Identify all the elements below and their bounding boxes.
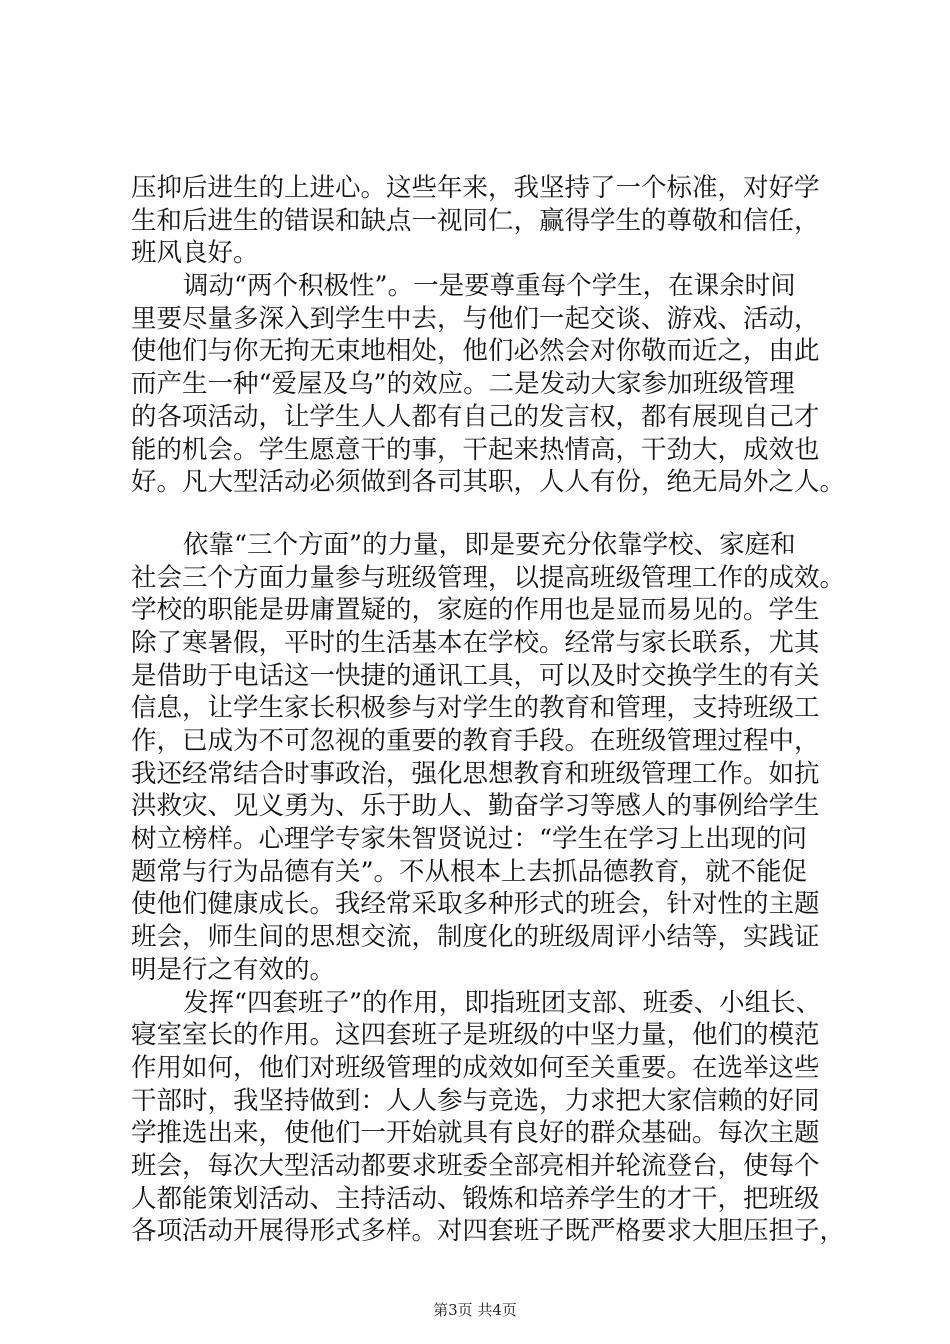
paragraph-1-line-1: 压抑后进生的上进心。这些年来，我坚持了一个标准，对好学 [131,173,820,203]
paragraph-3-line-1: 依靠“三个方面”的力量，即是要充分依靠学校、家庭和 [183,529,796,560]
paragraph-3-line-3: 学校的职能是毋庸置疑的，家庭的作用也是显而易见的。学生 [131,595,820,626]
paragraph-3-line-13: 班会，师生间的思想交流，制度化的班级周评小结等，实践证 [131,922,820,953]
paragraph-4-line-8: 各项活动开展得形式多样。对四套班子既严格要求大胆压担子， [131,1216,846,1247]
paragraph-2-line-1: 调动“两个积极性”。一是要尊重每个学生，在课余时间 [183,271,796,302]
paragraph-3-line-11: 题常与行为品德有关”。不从根本上去抓品德教育，就不能促 [131,856,808,887]
paragraph-3-line-7: 作，已成为不可忽视的重要的教育手段。在班级管理过程中， [131,726,820,756]
paragraph-3-line-14: 明是行之有效的。 [131,954,336,985]
paragraph-2-line-6: 能的机会。学生愿意干的事，干起来热情高，干劲大，成效也 [131,434,820,465]
paragraph-2-line-4: 而产生一种“爱屋及乌”的效应。二是发动大家参加班级管理 [131,369,795,400]
paragraph-4-line-3: 作用如何，他们对班级管理的成效如何至关重要。在选举这些 [131,1052,820,1083]
paragraph-1-line-3: 班风良好。 [131,238,259,269]
paragraph-3-line-2: 社会三个方面力量参与班级管理，以提高班级管理工作的成效。 [131,562,846,593]
paragraph-4-line-6: 班会，每次大型活动都要求班委全部亮相并轮流登台，使每个 [131,1150,820,1181]
paragraph-4-line-7: 人都能策划活动、主持活动、锻炼和培养学生的才干，把班级 [131,1183,820,1214]
page-footer [0,1300,950,1320]
paragraph-3-line-8: 我还经常结合时事政治，强化思想教育和班级管理工作。如抗 [131,758,820,789]
paragraph-3-line-12: 使他们健康成长。我经常采取多种形式的班会，针对性的主题 [131,889,820,920]
paragraph-4-line-1: 发挥“四套班子”的作用，即指班团支部、班委、小组长、 [183,987,822,1018]
paragraph-3-line-6: 信息，让学生家长积极参与对学生的教育和管理，支持班级工 [131,693,820,724]
paragraph-3-line-5: 是借助于电话这一快捷的通讯工具，可以及时交换学生的有关 [131,660,820,691]
paragraph-4-line-5: 学推选出来，使他们一开始就具有良好的群众基础。每次主题 [131,1118,820,1149]
paragraph-spacer [131,499,831,529]
paragraph-3-line-9: 洪救灾、见义勇为、乐于助人、勤奋学习等感人的事例给学生 [131,791,820,822]
page-number-label: 第3页 共4页 [433,1301,517,1319]
paragraph-3-line-4: 除了寒暑假，平时的生活基本在学校。经常与家长联系，尤其 [131,627,820,658]
paragraph-2-line-2: 里要尽量多深入到学生中去，与他们一起交谈、游戏、活动， [131,303,820,334]
paragraph-2-line-5: 的各项活动，让学生人人都有自己的发言权，都有展现自己才 [131,401,820,432]
paragraph-1-line-2: 生和后进生的错误和缺点一视同仁，赢得学生的尊敬和信任， [131,205,820,236]
paragraph-2-line-3: 使他们与你无拘无束地相处，他们必然会对你敬而近之，由此 [131,336,820,367]
paragraph-3-line-10: 树立榜样。心理学专家朱智贤说过：“学生在学习上出现的问 [131,824,808,855]
paragraph-2-line-7: 好。凡大型活动必须做到各司其职，人人有份，绝无局外之人。 [131,467,846,498]
paragraph-4-line-2: 寝室室长的作用。这四套班子是班级的中坚力量，他们的模范 [131,1020,820,1051]
body-text [131,172,846,1248]
paragraph-4-line-4: 干部时，我坚持做到：人人参与竞选，力求把大家信赖的好同 [131,1085,820,1116]
